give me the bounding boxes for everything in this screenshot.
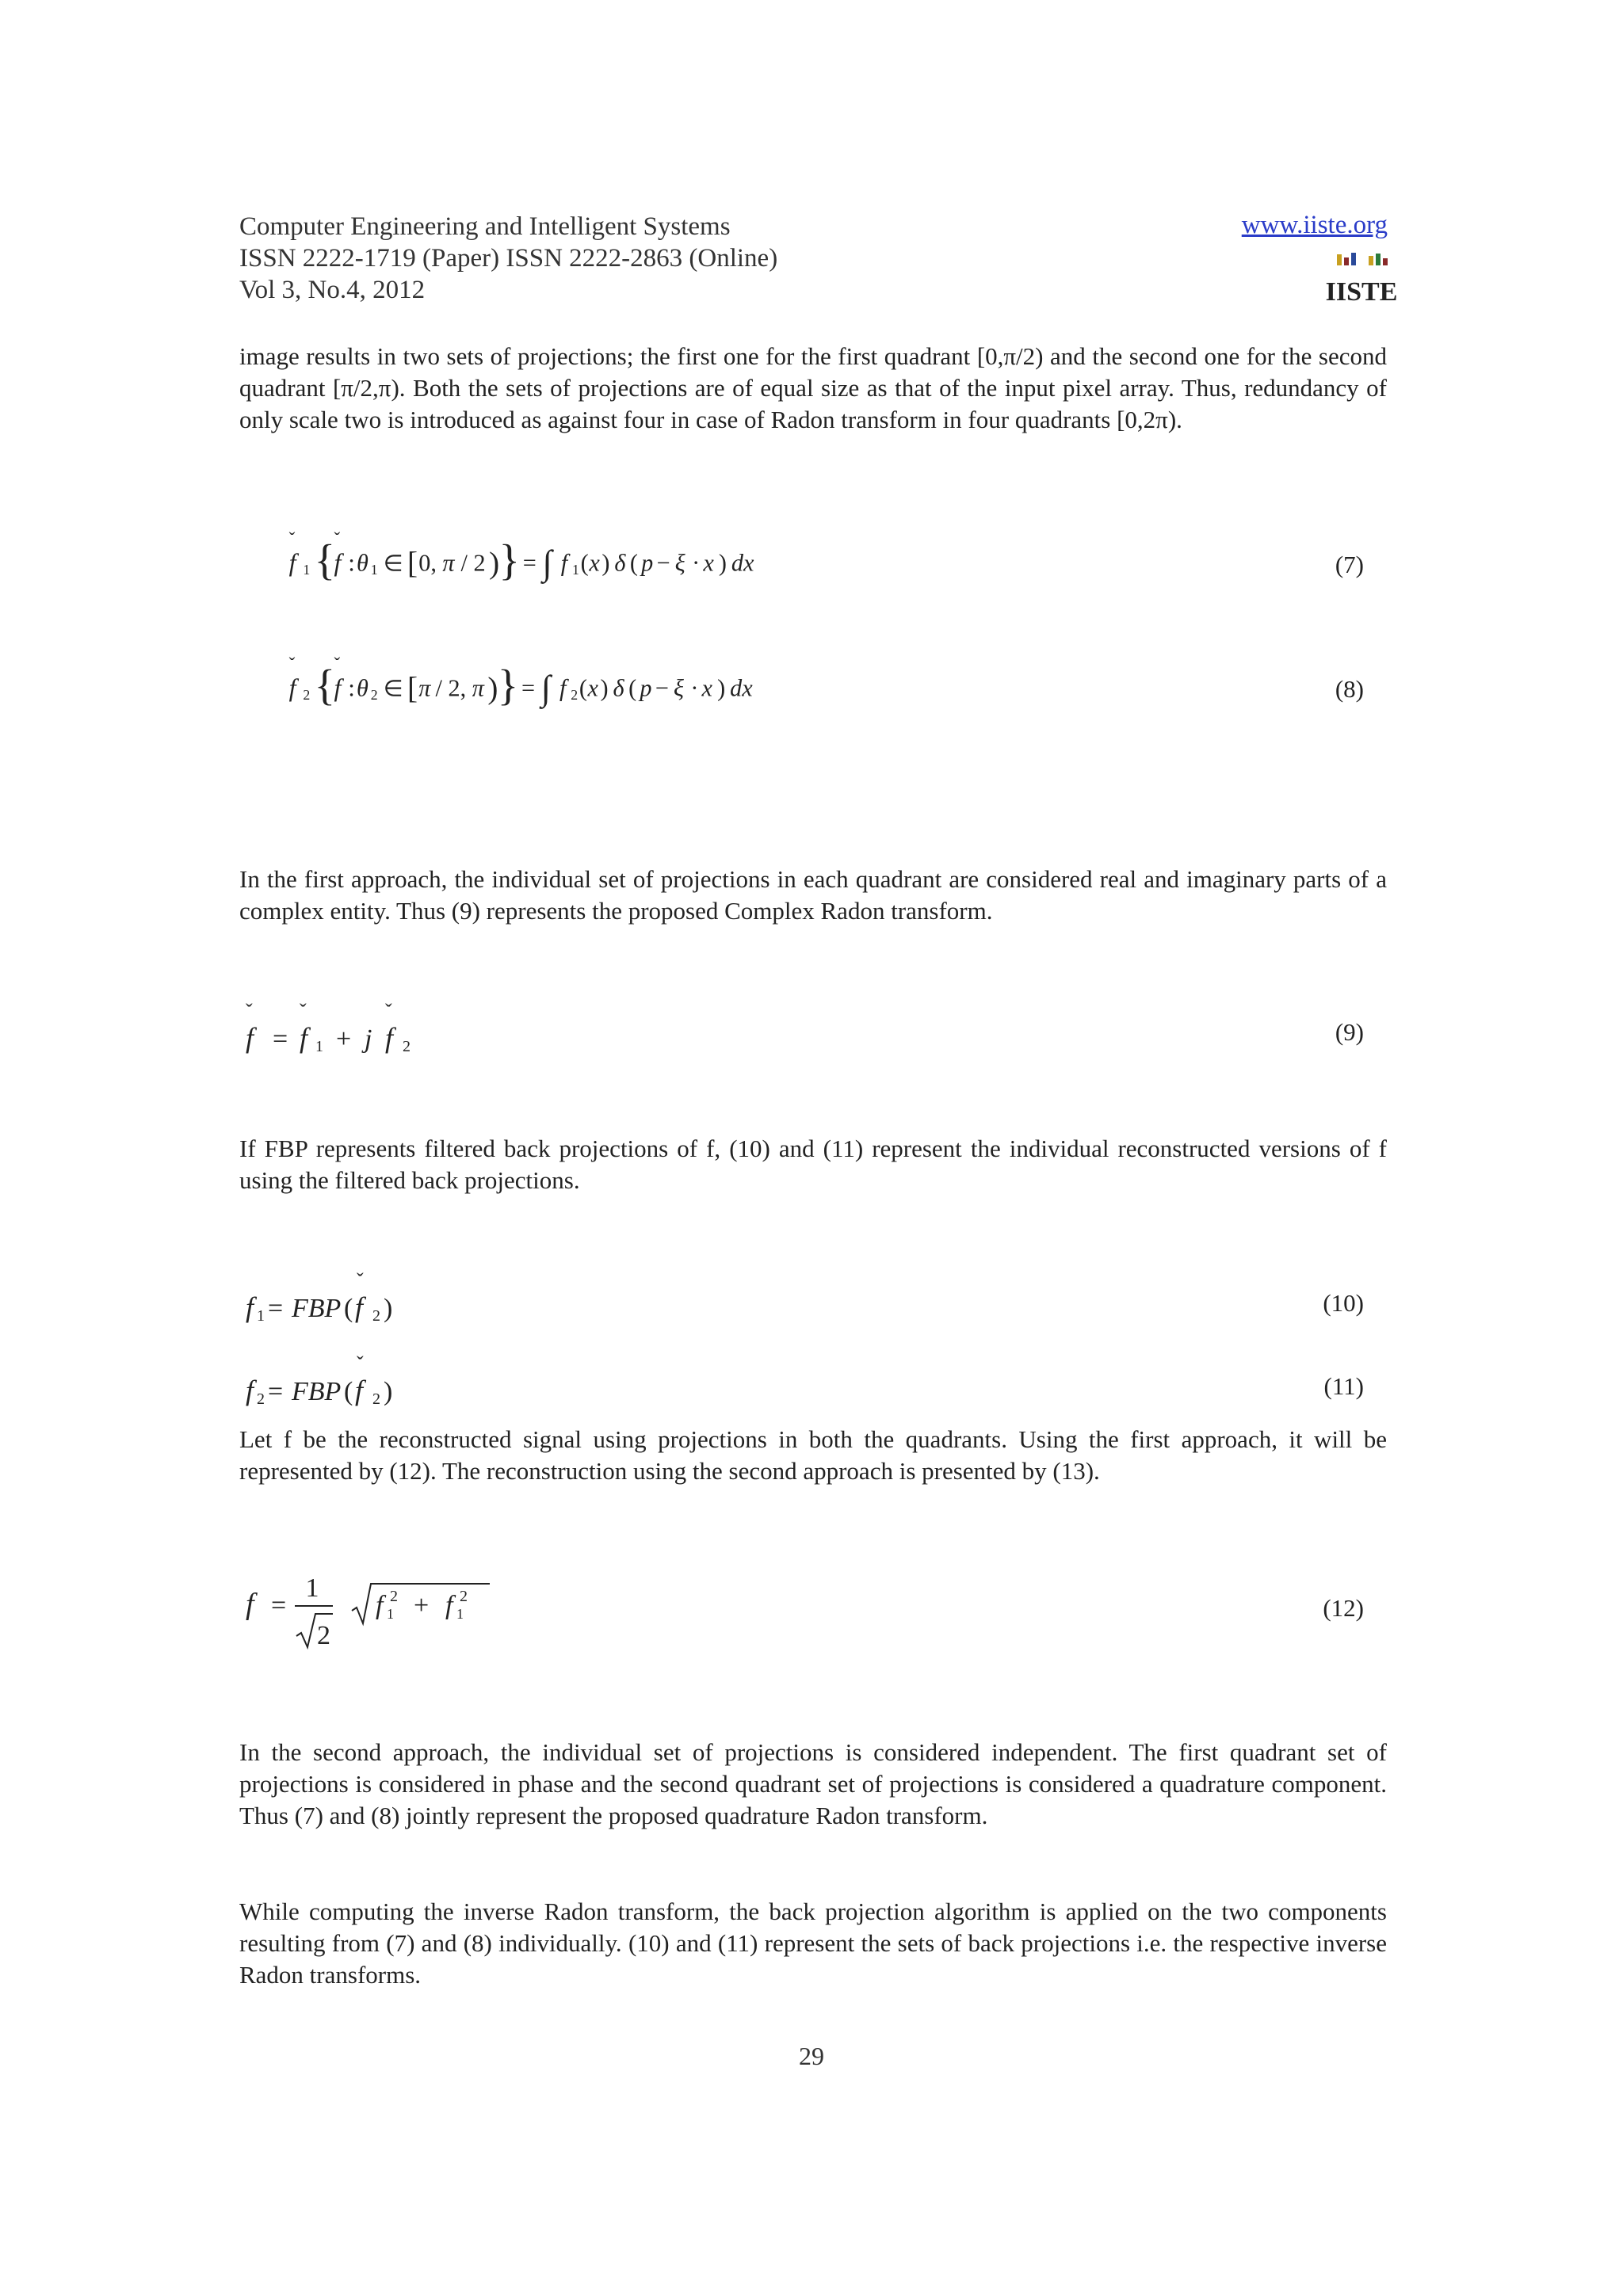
svg-text:ˇ: ˇ xyxy=(288,653,296,674)
paragraph-1-text: image results in two sets of projections; the first one for the first quadrant [0,π/2) and the second one for the second quadrant [π/2,π). Both the sets of projections are of equal size as that of the input pixel array. Thus, redundancy of only scale two is introduced as against four in case of Radon transform in four quadrants [0,2π). xyxy=(239,342,1387,433)
svg-text:f: f xyxy=(355,1375,364,1406)
svg-text:=: = xyxy=(273,1024,288,1054)
paragraph-3-text: If FBP represents filtered back projections of f, (10) and (11) represent the individual reconstructed versions of f using the filtered back projections. xyxy=(239,1135,1387,1194)
svg-text:θ: θ xyxy=(357,549,369,577)
svg-text:ˇ: ˇ xyxy=(300,1000,307,1023)
svg-text:[: [ xyxy=(407,671,418,706)
paragraph-4-text: Let f be the reconstructed signal using projections in both the quadrants. Using the first approach, it will be represented by (12). The reconstruction using the second approach is presented by (13). xyxy=(239,1425,1387,1485)
svg-text:+: + xyxy=(336,1024,352,1054)
journal-title: Computer Engineering and Intelligent Systems xyxy=(239,212,731,241)
paragraph-4 xyxy=(239,1424,1387,1487)
svg-text:2: 2 xyxy=(372,1390,380,1408)
svg-text:θ: θ xyxy=(357,674,369,702)
svg-text:f: f xyxy=(385,1022,394,1054)
svg-text:f: f xyxy=(288,547,296,577)
svg-text:2: 2 xyxy=(257,1390,265,1408)
svg-text:π: π xyxy=(442,549,455,577)
svg-text:x: x xyxy=(701,674,712,702)
svg-text:1: 1 xyxy=(303,562,311,578)
svg-text:f: f xyxy=(246,1588,254,1621)
svg-text:2: 2 xyxy=(303,687,311,704)
svg-text:=: = xyxy=(522,549,537,577)
svg-text:ˇ: ˇ xyxy=(357,1269,364,1292)
svg-text:): ) xyxy=(718,549,727,577)
svg-text:/ 2: / 2 xyxy=(460,549,486,577)
paragraph-2-text: In the first approach, the individual set of projections in each quadrant are considered real and imaginary parts of a complex entity. Thus (9) represents the proposed Complex Radon transform. xyxy=(239,865,1387,925)
svg-text:dx: dx xyxy=(730,674,753,702)
svg-text:·: · xyxy=(690,674,699,702)
svg-text:0,: 0, xyxy=(418,549,437,577)
svg-text:j: j xyxy=(365,1024,372,1054)
svg-text:1: 1 xyxy=(305,1573,319,1603)
svg-text:): ) xyxy=(384,1294,393,1323)
svg-text::: : xyxy=(348,549,355,577)
equation-12-number: (12) xyxy=(1323,1594,1364,1622)
equation-11-number: (11) xyxy=(1323,1372,1364,1400)
svg-text:ˇ: ˇ xyxy=(334,653,341,674)
svg-text:f: f xyxy=(246,1375,254,1406)
svg-text:f: f xyxy=(246,1291,254,1323)
svg-text:dx: dx xyxy=(731,549,754,577)
svg-text:∫: ∫ xyxy=(542,543,552,583)
paragraph-5-text: In the second approach, the individual set of projections is considered independent. The first quadrant set of projections is considered in phase and the second quadrant set of projections is considered a quadrature component. Thus (7) and (8) jointly represent the proposed quadrature Radon transform. xyxy=(239,1738,1387,1829)
svg-text:(: ( xyxy=(579,674,587,702)
svg-text:2: 2 xyxy=(571,687,579,704)
iiste-logo xyxy=(1325,251,1398,307)
svg-text:): ) xyxy=(717,674,726,702)
svg-text:}: } xyxy=(498,536,521,585)
svg-text:f: f xyxy=(246,1022,254,1054)
svg-text:f: f xyxy=(560,549,568,577)
svg-text:): ) xyxy=(487,671,498,706)
volume-line: Vol 3, No.4, 2012 xyxy=(239,276,426,304)
svg-text:}: } xyxy=(497,661,519,710)
issn-line: ISSN 2222-1719 (Paper) ISSN 2222-2863 (Online) xyxy=(239,244,778,273)
equation-11 xyxy=(239,1352,556,1418)
svg-text:(: ( xyxy=(344,1377,353,1406)
svg-text:): ) xyxy=(601,549,610,577)
svg-text:): ) xyxy=(384,1377,393,1406)
paragraph-2 xyxy=(239,864,1387,927)
svg-text:f: f xyxy=(355,1291,364,1323)
svg-text:ˇ: ˇ xyxy=(385,1000,392,1023)
svg-text:/ 2,: / 2, xyxy=(435,674,467,702)
paragraph-3 xyxy=(239,1133,1387,1196)
svg-text:+: + xyxy=(414,1591,430,1620)
svg-text:∫: ∫ xyxy=(540,668,552,708)
svg-text:π: π xyxy=(472,674,484,702)
svg-text:2: 2 xyxy=(403,1038,411,1055)
svg-text:ˇ: ˇ xyxy=(357,1352,364,1375)
svg-text:δ: δ xyxy=(614,549,626,577)
svg-text:ˇ: ˇ xyxy=(334,528,341,549)
paragraph-5 xyxy=(239,1737,1387,1832)
svg-text:=: = xyxy=(521,674,536,702)
svg-text:(: ( xyxy=(628,674,637,702)
svg-text:δ: δ xyxy=(613,674,624,702)
svg-text:x: x xyxy=(589,549,600,577)
svg-text:ξ: ξ xyxy=(674,549,685,577)
svg-text:(: ( xyxy=(629,549,638,577)
equation-8 xyxy=(239,653,1032,719)
svg-text:FBP: FBP xyxy=(292,1294,342,1323)
svg-text:(: ( xyxy=(344,1294,353,1323)
svg-text:f: f xyxy=(334,547,342,577)
svg-text:ξ: ξ xyxy=(674,674,684,702)
equation-8-number: (8) xyxy=(1335,675,1364,703)
equation-9 xyxy=(239,1002,715,1066)
logo-text: IISTE xyxy=(1325,277,1398,307)
svg-text:=: = xyxy=(271,1591,287,1620)
svg-text:f: f xyxy=(559,674,567,702)
svg-text:p: p xyxy=(641,549,654,577)
paragraph-6 xyxy=(239,1896,1387,1991)
svg-text:π: π xyxy=(418,674,431,702)
equation-12 xyxy=(239,1565,636,1660)
svg-text:1: 1 xyxy=(572,562,579,578)
equation-10-number: (10) xyxy=(1323,1289,1364,1317)
svg-text:−: − xyxy=(655,674,669,702)
equation-7 xyxy=(239,528,1032,594)
svg-text:=: = xyxy=(268,1294,284,1323)
svg-text:FBP: FBP xyxy=(292,1377,342,1406)
svg-text:1: 1 xyxy=(370,562,378,578)
svg-text:2: 2 xyxy=(370,687,378,704)
svg-text:f: f xyxy=(334,673,342,702)
svg-text:[: [ xyxy=(407,546,418,581)
equation-9-number: (9) xyxy=(1335,1018,1364,1046)
svg-text:1: 1 xyxy=(315,1038,323,1055)
svg-text:x: x xyxy=(703,549,714,577)
journal-url-link[interactable]: www.iiste.org xyxy=(1241,211,1388,239)
svg-text:p: p xyxy=(640,674,652,702)
svg-text:f: f xyxy=(445,1591,453,1620)
svg-text:{: { xyxy=(314,661,336,710)
svg-text:ˇ: ˇ xyxy=(246,1000,253,1023)
svg-text:f: f xyxy=(376,1591,384,1620)
svg-text:): ) xyxy=(489,546,500,581)
svg-text:): ) xyxy=(600,674,609,702)
svg-text:(: ( xyxy=(580,549,589,577)
svg-text:1: 1 xyxy=(257,1307,265,1325)
svg-text:∈: ∈ xyxy=(383,677,403,702)
svg-text:∈: ∈ xyxy=(383,551,403,577)
svg-text:{: { xyxy=(314,536,336,585)
equation-7-number: (7) xyxy=(1335,551,1364,578)
svg-text:x: x xyxy=(587,674,598,702)
svg-text:ˇ: ˇ xyxy=(288,528,296,549)
svg-text:=: = xyxy=(268,1377,284,1406)
svg-text:2: 2 xyxy=(317,1621,330,1650)
page-number: 29 xyxy=(799,2042,824,2070)
svg-text:1: 1 xyxy=(456,1606,464,1622)
svg-text:2: 2 xyxy=(460,1588,468,1605)
svg-text:2: 2 xyxy=(390,1588,398,1605)
paragraph-1 xyxy=(239,341,1387,436)
svg-text:f: f xyxy=(300,1022,308,1054)
svg-text:f: f xyxy=(288,673,296,702)
svg-text:2: 2 xyxy=(372,1307,380,1325)
svg-text:−: − xyxy=(656,549,670,577)
equation-10 xyxy=(239,1269,556,1335)
svg-text::: : xyxy=(348,674,355,702)
paragraph-6-text: While computing the inverse Radon transform, the back projection algorithm is applied on the two components resulting from (7) and (8) individually. (10) and (11) represent the sets of back projections i.e. the respective inverse Radon transforms. xyxy=(239,1897,1387,1989)
svg-text:·: · xyxy=(692,549,701,577)
svg-text:1: 1 xyxy=(387,1606,394,1622)
